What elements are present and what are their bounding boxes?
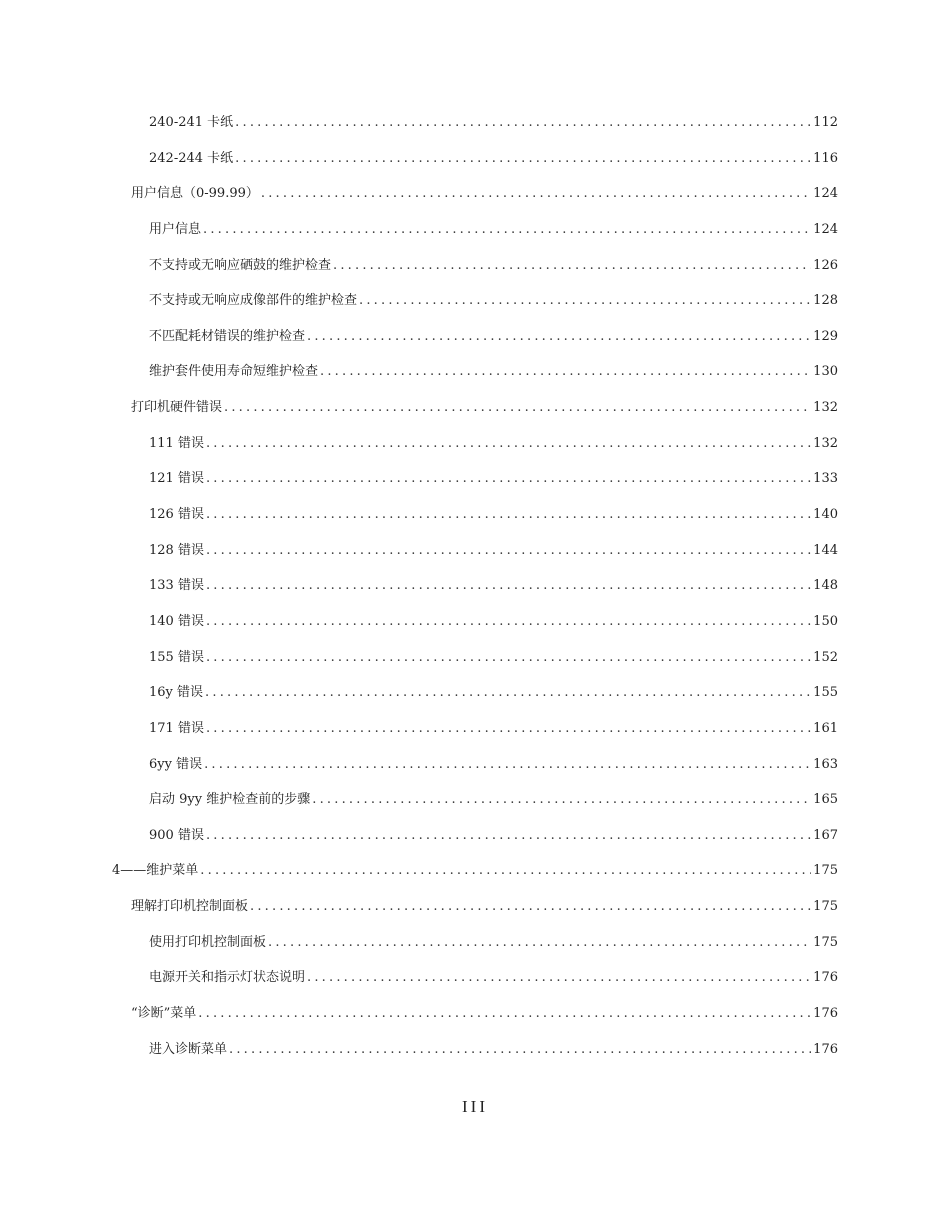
toc-entry-page: 176 [813, 1041, 838, 1057]
toc-entry[interactable] [0, 468, 950, 504]
toc-entry-title: 理解打印机控制面板 [131, 899, 249, 915]
toc-entry-title: “诊断”菜单 [131, 1006, 197, 1022]
toc-entry-page: 129 [813, 328, 838, 344]
toc-entry-page: 176 [813, 970, 838, 986]
toc-entry[interactable] [0, 504, 950, 540]
toc-entry[interactable] [0, 361, 950, 397]
toc-entry-title: 133 错误 [149, 578, 204, 594]
toc-entry-title: 242-244 卡纸 [149, 150, 234, 166]
toc-dot-leader [206, 825, 811, 847]
toc-entry-line [149, 219, 838, 241]
toc-entry-line [149, 433, 838, 455]
toc-dot-leader [206, 468, 811, 490]
toc-dot-leader [312, 789, 811, 811]
toc-entry[interactable] [0, 183, 950, 219]
toc-entry[interactable] [0, 433, 950, 469]
toc-entry-title: 不匹配耗材错误的维护检查 [149, 328, 306, 344]
toc-entry-line [149, 789, 838, 811]
toc-entry-title: 6yy 错误 [149, 756, 203, 772]
toc-entry-page: 155 [813, 685, 838, 701]
toc-entry-line [149, 825, 838, 847]
toc-entry-page: 165 [813, 792, 838, 808]
toc-dot-leader [261, 183, 811, 205]
toc-entry[interactable] [0, 789, 950, 825]
toc-entry-page: 140 [813, 507, 838, 523]
toc-entry[interactable] [0, 896, 950, 932]
toc-entry[interactable] [0, 290, 950, 326]
toc-dot-leader [206, 718, 811, 740]
toc-entry[interactable] [0, 682, 950, 718]
toc-entry-title: 128 错误 [149, 542, 204, 558]
toc-entry-title: 16y 错误 [149, 685, 204, 701]
toc-entry-title: 进入诊断菜单 [149, 1041, 228, 1057]
toc-entry-title: 用户信息 [149, 221, 202, 237]
toc-entry-line [149, 361, 838, 383]
toc-entry-page: 161 [813, 720, 838, 736]
toc-entry[interactable] [0, 647, 950, 683]
toc-dot-leader [206, 647, 811, 669]
toc-dot-leader [206, 611, 811, 633]
toc-entry-page: 124 [813, 186, 838, 202]
toc-entry-line [131, 1003, 838, 1025]
toc-entry[interactable] [0, 148, 950, 184]
toc-dot-leader [206, 540, 811, 562]
toc-entry[interactable] [0, 932, 950, 968]
toc-entry-line [149, 575, 838, 597]
toc-entry-page: 148 [813, 578, 838, 594]
toc-entry-title: 使用打印机控制面板 [149, 934, 267, 950]
toc-entry-page: 167 [813, 827, 838, 843]
toc-entry[interactable] [0, 326, 950, 362]
toc-entry-page: 128 [813, 293, 838, 309]
toc-entry-page: 175 [813, 934, 838, 950]
toc-dot-leader [359, 290, 811, 312]
toc-dot-leader [307, 326, 811, 348]
table-of-contents [0, 112, 950, 1074]
toc-entry-page: 163 [813, 756, 838, 772]
toc-entry-title: 启动 9yy 维护检查前的步骤 [149, 792, 311, 808]
toc-entry-page: 132 [813, 400, 838, 416]
toc-entry-line [112, 860, 838, 882]
toc-entry[interactable] [0, 540, 950, 576]
toc-entry[interactable] [0, 967, 950, 1003]
toc-entry-line [149, 754, 838, 776]
toc-dot-leader [204, 754, 811, 776]
toc-dot-leader [229, 1039, 811, 1061]
toc-dot-leader [198, 1003, 811, 1025]
toc-entry-title: 121 错误 [149, 471, 204, 487]
toc-entry-page: 150 [813, 613, 838, 629]
toc-entry-line [149, 290, 838, 312]
toc-entry-line [149, 611, 838, 633]
toc-dot-leader [205, 682, 811, 704]
toc-entry-title: 171 错误 [149, 720, 204, 736]
toc-entry-line [149, 468, 838, 490]
toc-entry[interactable] [0, 860, 950, 896]
toc-entry[interactable] [0, 112, 950, 148]
toc-entry[interactable] [0, 1003, 950, 1039]
toc-entry-line [149, 932, 838, 954]
toc-entry-page: 130 [813, 364, 838, 380]
toc-entry-title: 不支持或无响应成像部件的维护检查 [149, 293, 358, 309]
toc-entry-line [131, 896, 838, 918]
toc-dot-leader [235, 148, 811, 170]
toc-entry-title: 140 错误 [149, 613, 204, 629]
toc-dot-leader [307, 967, 811, 989]
toc-entry-page: 132 [813, 435, 838, 451]
toc-entry-line [149, 326, 838, 348]
toc-entry[interactable] [0, 754, 950, 790]
toc-dot-leader [206, 575, 811, 597]
toc-entry-page: 175 [813, 899, 838, 915]
toc-entry-page: 133 [813, 471, 838, 487]
toc-dot-leader [224, 397, 811, 419]
toc-entry[interactable] [0, 255, 950, 291]
toc-entry-line [149, 504, 838, 526]
toc-entry[interactable] [0, 397, 950, 433]
toc-entry[interactable] [0, 718, 950, 754]
toc-entry-page: 112 [813, 115, 838, 130]
toc-entry-title: 4——维护菜单 [112, 863, 199, 879]
toc-entry-page: 175 [813, 863, 838, 879]
toc-entry-title: 155 错误 [149, 649, 204, 665]
toc-entry-line [149, 718, 838, 740]
toc-entry-title: 用户信息（0-99.99） [131, 186, 259, 202]
toc-entry-line [149, 540, 838, 562]
page-number: III [462, 1097, 488, 1116]
toc-entry-title: 126 错误 [149, 507, 204, 523]
toc-entry-line [131, 183, 838, 205]
toc-entry-page: 126 [813, 257, 838, 273]
toc-entry-page: 152 [813, 649, 838, 665]
toc-entry[interactable] [0, 219, 950, 255]
toc-dot-leader [320, 361, 811, 383]
toc-entry-title: 900 错误 [149, 827, 204, 843]
toc-dot-leader [250, 896, 811, 918]
toc-entry-line [149, 148, 838, 170]
toc-dot-leader [333, 255, 811, 277]
toc-entry-title: 240-241 卡纸 [149, 115, 234, 130]
toc-dot-leader [235, 112, 811, 134]
toc-entry-line [131, 397, 838, 419]
toc-entry-line [149, 682, 838, 704]
toc-entry-title: 电源开关和指示灯状态说明 [149, 970, 306, 986]
toc-entry-page: 116 [813, 150, 838, 166]
toc-entry-line [149, 967, 838, 989]
toc-entry[interactable] [0, 825, 950, 861]
toc-dot-leader [203, 219, 811, 241]
toc-entry-title: 打印机硬件错误 [131, 400, 223, 416]
toc-entry-title: 不支持或无响应硒鼓的维护检查 [149, 257, 332, 273]
toc-entry-title: 111 错误 [149, 435, 204, 451]
toc-entry-page: 124 [813, 221, 838, 237]
toc-dot-leader [206, 504, 811, 526]
toc-entry-line [149, 647, 838, 669]
toc-entry-page: 176 [813, 1006, 838, 1022]
toc-entry-line [149, 255, 838, 277]
toc-dot-leader [268, 932, 811, 954]
toc-entry-line [149, 112, 838, 134]
toc-entry-line [149, 1039, 838, 1061]
toc-dot-leader [200, 860, 811, 882]
toc-entry-page: 144 [813, 542, 838, 558]
toc-dot-leader [206, 433, 811, 455]
toc-entry[interactable] [0, 575, 950, 611]
toc-entry-title: 维护套件使用寿命短维护检查 [149, 364, 319, 380]
toc-entry[interactable] [0, 1039, 950, 1075]
toc-entry[interactable] [0, 611, 950, 647]
